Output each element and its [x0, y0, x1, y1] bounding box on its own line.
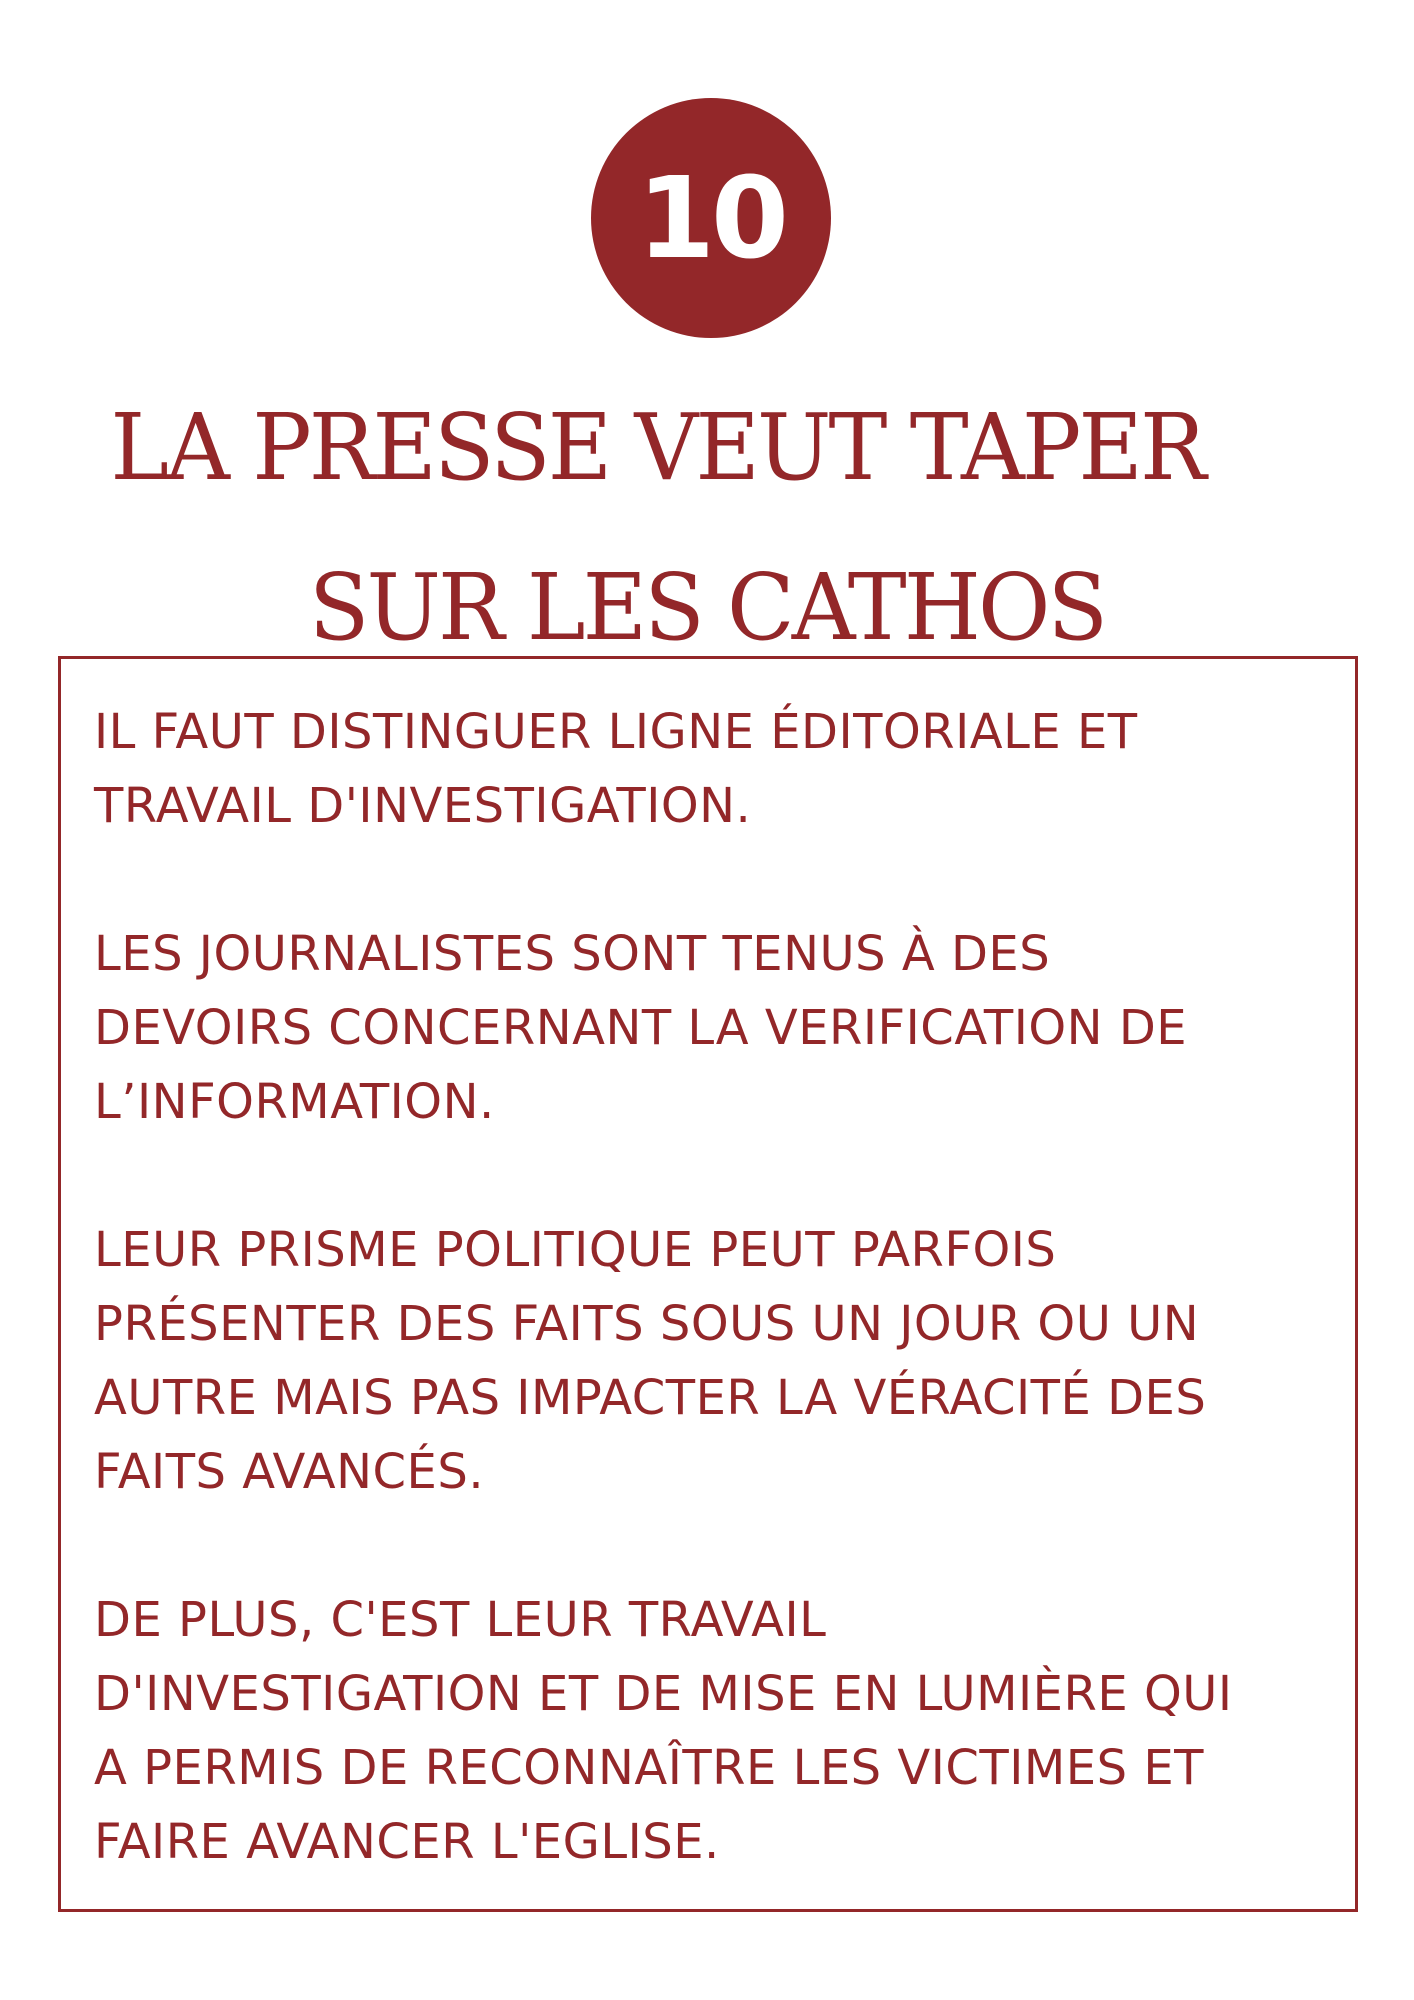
paragraph-line: FAIRE AVANCER L'EGLISE.: [94, 1814, 720, 1870]
paragraph-4: [94, 1583, 1344, 1879]
paragraph-line: A PERMIS DE RECONNAÎTRE LES VICTIMES ET: [94, 1740, 1204, 1796]
paragraph-1: [94, 695, 1344, 843]
paragraph-line: LES JOURNALISTES SONT TENUS À DES: [94, 926, 1051, 982]
paragraph-line: IL FAUT DISTINGUER LIGNE ÉDITORIALE ET: [94, 704, 1138, 760]
paragraph-line: PRÉSENTER DES FAITS SOUS UN JOUR OU UN: [94, 1296, 1200, 1352]
content-box: [58, 656, 1358, 1912]
page-title: [0, 368, 1414, 688]
number-badge: [591, 98, 831, 338]
paragraph-line: L’INFORMATION.: [94, 1074, 495, 1130]
paragraph-line: AUTRE MAIS PAS IMPACTER LA VÉRACITÉ DES: [94, 1370, 1207, 1426]
paragraph-line: FAITS AVANCÉS.: [94, 1444, 485, 1500]
title-line-2: SUR LES CATHOS: [308, 554, 1106, 661]
paragraph-3: [94, 1213, 1344, 1509]
paragraph-line: DEVOIRS CONCERNANT LA VERIFICATION DE: [94, 1000, 1188, 1056]
paragraph-line: D'INVESTIGATION ET DE MISE EN LUMIÈRE QUI: [94, 1666, 1233, 1722]
paragraph-list: [94, 695, 1344, 1879]
paragraph-2: [94, 917, 1344, 1139]
paragraph-line: LEUR PRISME POLITIQUE PEUT PARFOIS: [94, 1222, 1057, 1278]
badge-number: 10: [637, 154, 785, 284]
paragraph-line: DE PLUS, C'EST LEUR TRAVAIL: [94, 1592, 827, 1648]
paragraph-line: TRAVAIL D'INVESTIGATION.: [94, 778, 752, 834]
title-line-1: LA PRESSE VEUT TAPER: [110, 394, 1204, 501]
